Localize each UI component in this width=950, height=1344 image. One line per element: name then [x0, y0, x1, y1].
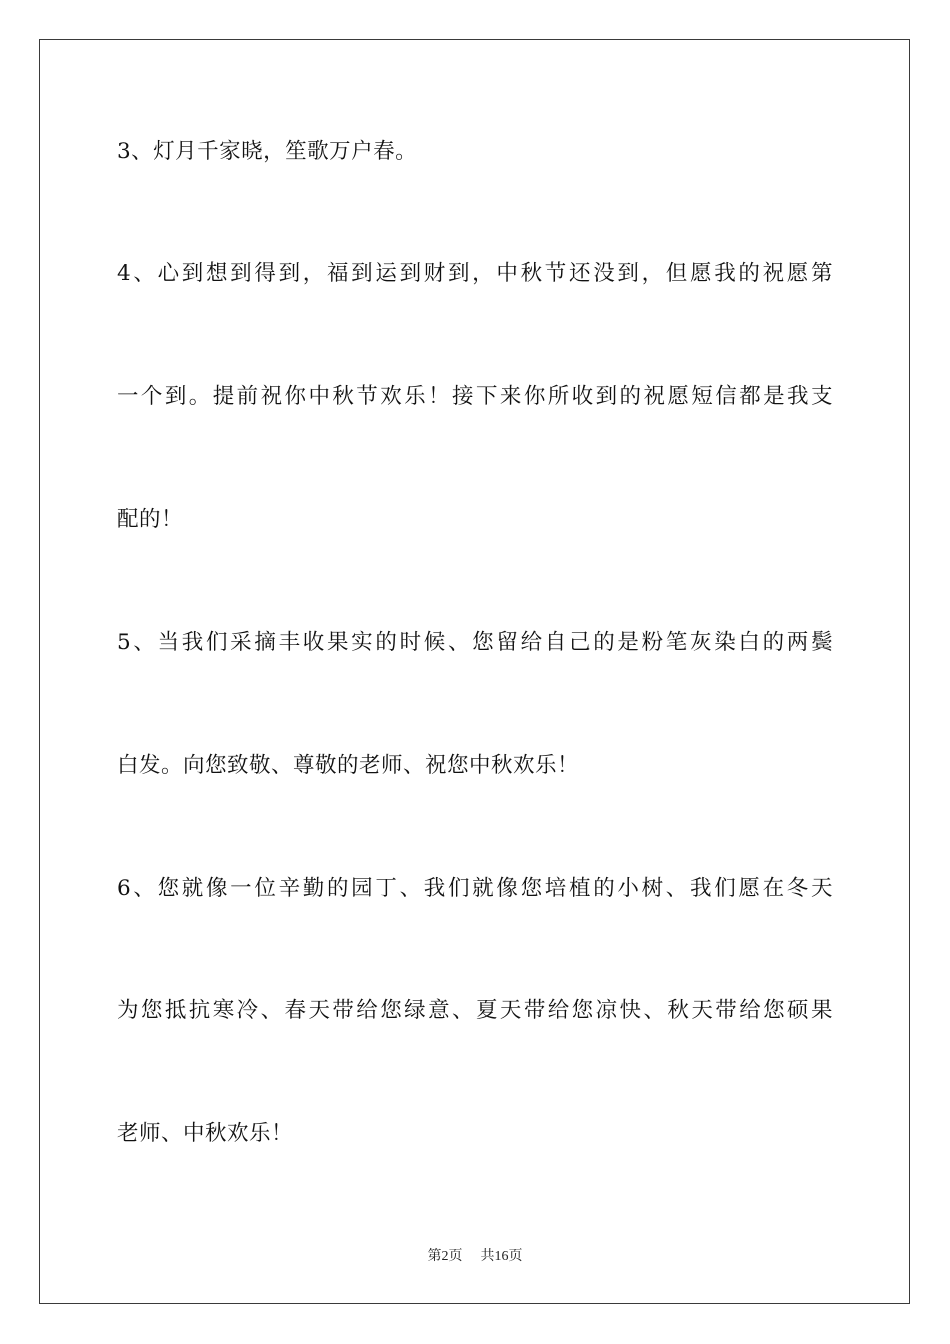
text-line-4: 配的！ — [117, 507, 184, 532]
text-line-1: 3、灯月千家晓，笙歌万户春。 — [117, 139, 418, 164]
page-footer — [0, 1247, 950, 1267]
text-line-6: 白发。向您致敬、尊敬的老师、祝您中秋欢乐！ — [117, 753, 580, 778]
page-frame — [39, 39, 910, 1304]
text-line-7: 6、您就像一位辛勤的园丁、我们就像您培植的小树、我们愿在冬天 — [117, 876, 833, 901]
text-line-5: 5、当我们采摘丰收果实的时候、您留给自己的是粉笔灰染白的两鬓 — [117, 630, 833, 655]
page-total: 共16页 — [480, 1249, 523, 1264]
text-line-3: 一个到。提前祝你中秋节欢乐！接下来你所收到的祝愿短信都是我支 — [117, 384, 833, 409]
page-number: 第2页 — [427, 1249, 463, 1264]
text-line-9: 老师、中秋欢乐！ — [117, 1121, 294, 1146]
text-line-8: 为您抵抗寒冷、春天带给您绿意、夏天带给您凉快、秋天带给您硕果 — [117, 998, 833, 1023]
text-line-2: 4、心到想到得到，福到运到财到，中秋节还没到，但愿我的祝愿第 — [117, 261, 833, 286]
